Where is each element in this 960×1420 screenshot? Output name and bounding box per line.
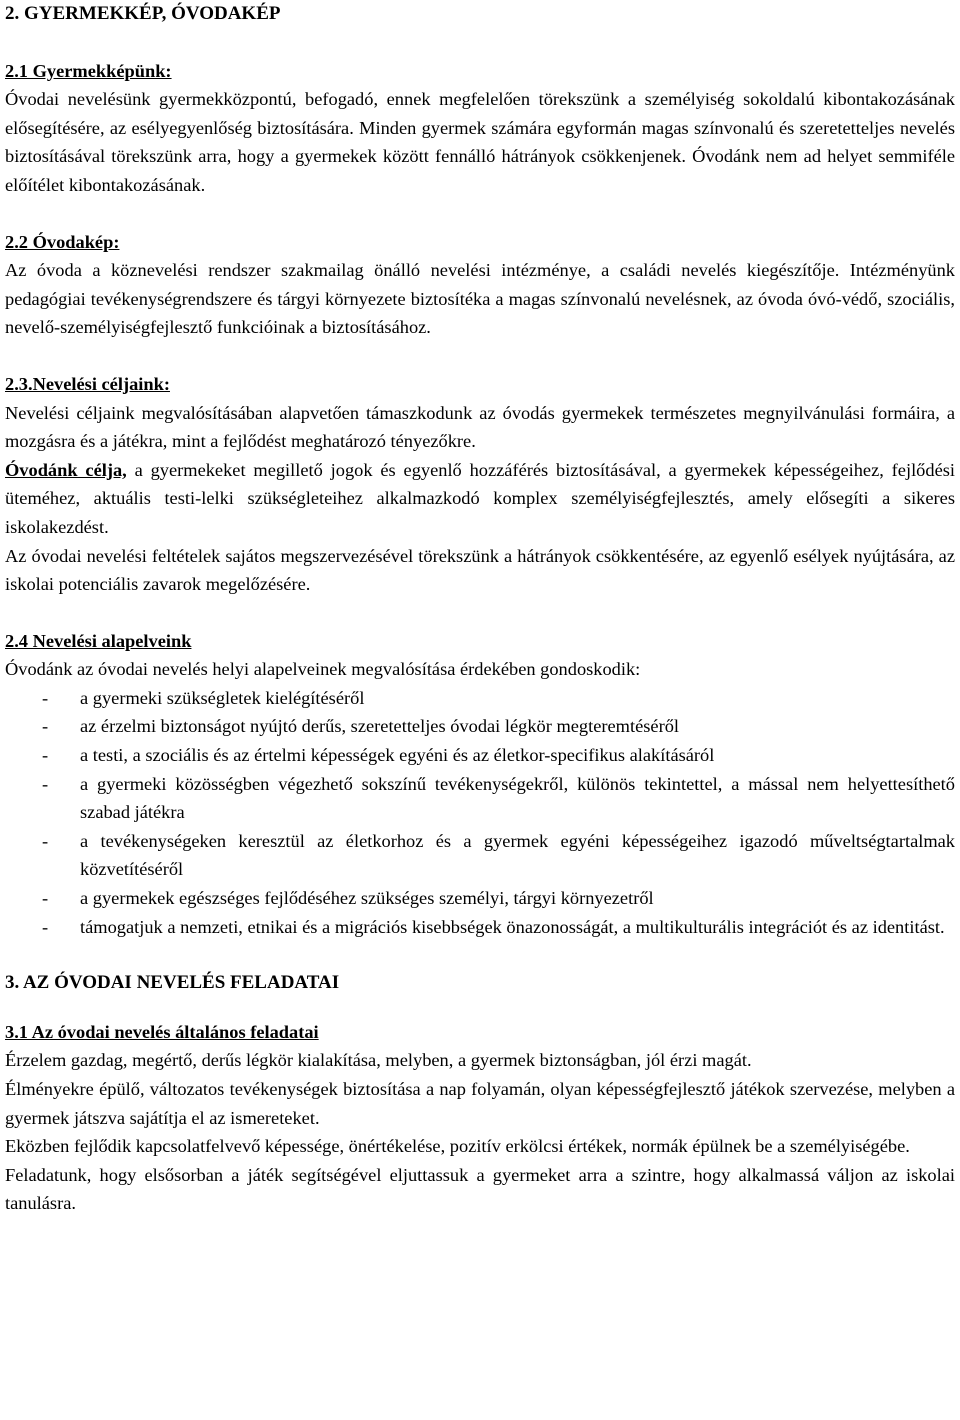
section-3-1-paragraph-4: Feladatunk, hogy elsősorban a játék segítségével eljuttassuk a gyermeket arra a szintre, hogy alkalmassá váljon az iskolai tanulásra. [5,1164,955,1214]
spacer [5,342,955,370]
section-2-1 [5,57,955,200]
list-dash: - [42,716,49,737]
list-dash: - [42,745,49,766]
list-dash: - [42,687,49,708]
section-2-1-title: 2.1 Gyermekképünk: [5,60,172,81]
goal-label: Óvodánk célja, [5,459,127,480]
list-item [5,827,955,884]
list-dash: - [42,773,49,794]
list-item [5,684,955,713]
spacer [5,998,955,1018]
list-item-text: a testi, a szociális és az értelmi képességek egyéni és az életkor-specifikus alakításáról [80,745,715,766]
section-3-1-paragraph-2: Élményekre épülő, változatos tevékenységek biztosítása a nap folyamán, olyan képességfejlesztő játékok szervezése, melyben a gyermek játszva sajátítja el az ismereteket. [5,1079,955,1128]
section-2-2-text: Az óvoda a köznevelési rendszer szakmailag önálló nevelési intézménye, a családi nevelés kiegészítője. Intézményünk pedagógiai tevékenységrendszere és tárgyi környezete biztosítéka a magas színvonalú nevelésnek, az óvoda óvó-védő, szociális, nevelő-személyiségfejlesztő funkcióinak a biztosításához. [5,260,955,338]
spacer [5,200,955,228]
section-3-1 [5,1018,955,1218]
section-2-3-goal-paragraph [5,456,955,542]
section-2-4-intro: Óvodánk az óvodai nevelés helyi alapelveinek megvalósítása érdekében gondoskodik: [5,659,641,680]
list-item [5,712,955,741]
section-3-1-paragraph-3: Eközben fejlődik kapcsolatfelvevő képessége, önértékelése, pozitív erkölcsi értékek, normák épülnek be a személyiségébe. [5,1136,910,1157]
section-2-2-title: 2.2 Óvodakép: [5,231,120,252]
chapter-2-heading: 2. GYERMEKKÉP, ÓVODAKÉP [5,3,281,24]
list-item [5,770,955,827]
list-item-text: a gyermeki közösségben végezhető sokszínű tevékenységekről, különös tekintettel, a mással nem helyettesíthető szabad játékra [80,773,955,823]
principles-list [5,684,955,941]
list-item [5,741,955,770]
section-3-1-paragraph-1: Érzelem gazdag, megértő, derűs légkör kialakítása, melyben, a gyermek biztonságban, jól érzi magát. [5,1050,752,1071]
section-2-4-title: 2.4 Nevelési alapelveink [5,630,192,651]
list-dash: - [42,888,49,909]
section-2-3 [5,370,955,599]
section-3-1-title: 3.1 Az óvodai nevelés általános feladatai [5,1021,319,1042]
list-dash: - [42,916,49,937]
spacer [5,29,955,57]
section-2-1-text: Óvodai nevelésünk gyermekközpontú, befogadó, ennek megfelelően törekszünk a személyiség sokoldalú kibontakozásának elősegítésére, az esélyegyenlőség biztosítására. Minden gyermek számára egyformán magas színvonalú és szeretetteljes nevelés biztosításával törekszünk arra, hogy a gyermekek között fennálló hátrányok csökkenjenek. Óvodánk nem ad helyet semmiféle előítélet kibontakozásának. [5,89,955,195]
section-2-3-text-3: Az óvodai nevelési feltételek sajátos megszervezésével törekszünk a hátrányok csökkentésére, az egyenlő esélyek nyújtására, az iskolai potenciális zavarok megelőzésére. [5,545,955,595]
list-item-text: a gyermeki szükségletek kielégítéséről [80,687,365,708]
section-2-3-text-1: Nevelési céljaink megvalósításában alapvetően támaszkodunk az óvodás gyermekek természetes megnyilvánulási formáira, a mozgásra és a játékra, mint a fejlődést meghatározó tényezőkre. [5,402,955,452]
chapter-3-heading: 3. AZ ÓVODAI NEVELÉS FELADATAI [5,972,340,994]
list-item [5,913,955,942]
list-dash: - [42,830,49,851]
list-item-text: a tevékenységeken keresztül az életkorhoz és a gyermek egyéni képességeihez igazodó műveltségtartalmak közvetítéséről [80,830,955,880]
spacer [5,941,955,969]
goal-text: a gyermekeket megillető jogok és egyenlő hozzáférés biztosításával, a gyermekek képességeihez, fejlődési üteméhez, aktuális testi-lelki szükségleteihez alkalmazkodó komplex személyiségfejlesztés, amely elősegíti a sikeres iskolakezdést. [5,459,955,537]
list-item [5,884,955,913]
section-2-3-title: 2.3.Nevelési céljaink: [5,373,170,394]
spacer [5,599,955,627]
list-item-text: támogatjuk a nemzeti, etnikai és a migrációs kisebbségek önazonosságát, a multikulturális integrációt és az identitást. [80,916,945,937]
section-2-2 [5,228,955,342]
list-item-text: az érzelmi biztonságot nyújtó derűs, szeretetteljes óvodai légkör megteremtéséről [80,716,680,737]
section-2-4 [5,627,955,942]
list-item-text: a gyermekek egészséges fejlődéséhez szükséges személyi, tárgyi környezetről [80,888,654,909]
